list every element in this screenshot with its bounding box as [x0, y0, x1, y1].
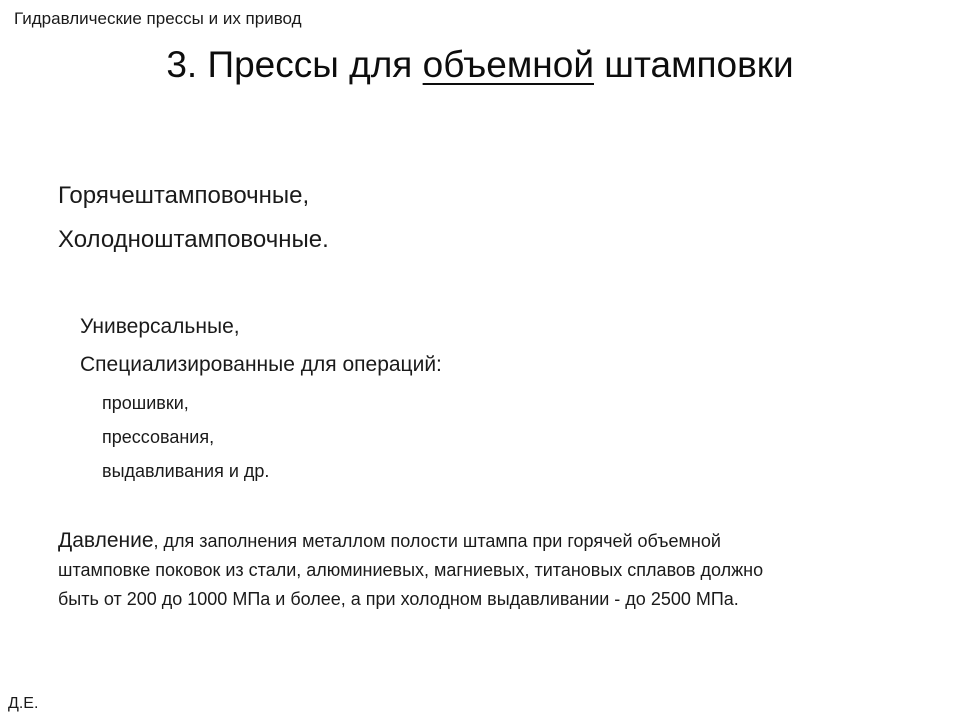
list-item-piercing: прошивки, — [102, 393, 189, 413]
pressure-line-2: штамповке поковок из стали, алюминиевых, магниевых, титановых сплавов должно — [58, 560, 764, 580]
list-item-universal: Универсальные, — [80, 315, 240, 338]
list-item-cold-stamping: Холодноштамповочные. — [58, 226, 329, 253]
author-label: Д.Е. — [8, 695, 39, 712]
pressure-line-1-rest: , для заполнения металлом полости штампа при горячей объемной — [153, 531, 721, 551]
pressure-line-3: быть от 200 до 1000 МПа и более, а при холодном выдавливании - до 2500 МПа. — [58, 589, 739, 609]
list-item-pressing: прессования, — [102, 427, 215, 447]
pressure-line-1 — [58, 526, 918, 556]
header-label: Гидравлические прессы и их привод — [14, 9, 302, 28]
slide-title-prefix: 3. Прессы для — [166, 44, 423, 85]
pressure-lead-word: Давление — [58, 529, 154, 552]
list-item-hot-stamping: Горячештамповочные, — [58, 182, 310, 209]
slide-title-underlined-word: объемной — [422, 44, 594, 85]
list-item-specialized: Специализированные для операций: — [80, 353, 442, 376]
list-item-extrusion: выдавливания и др. — [102, 461, 270, 481]
slide-title-suffix: штамповки — [594, 44, 794, 85]
slide-title — [0, 41, 960, 89]
pressure-paragraph — [58, 526, 918, 614]
